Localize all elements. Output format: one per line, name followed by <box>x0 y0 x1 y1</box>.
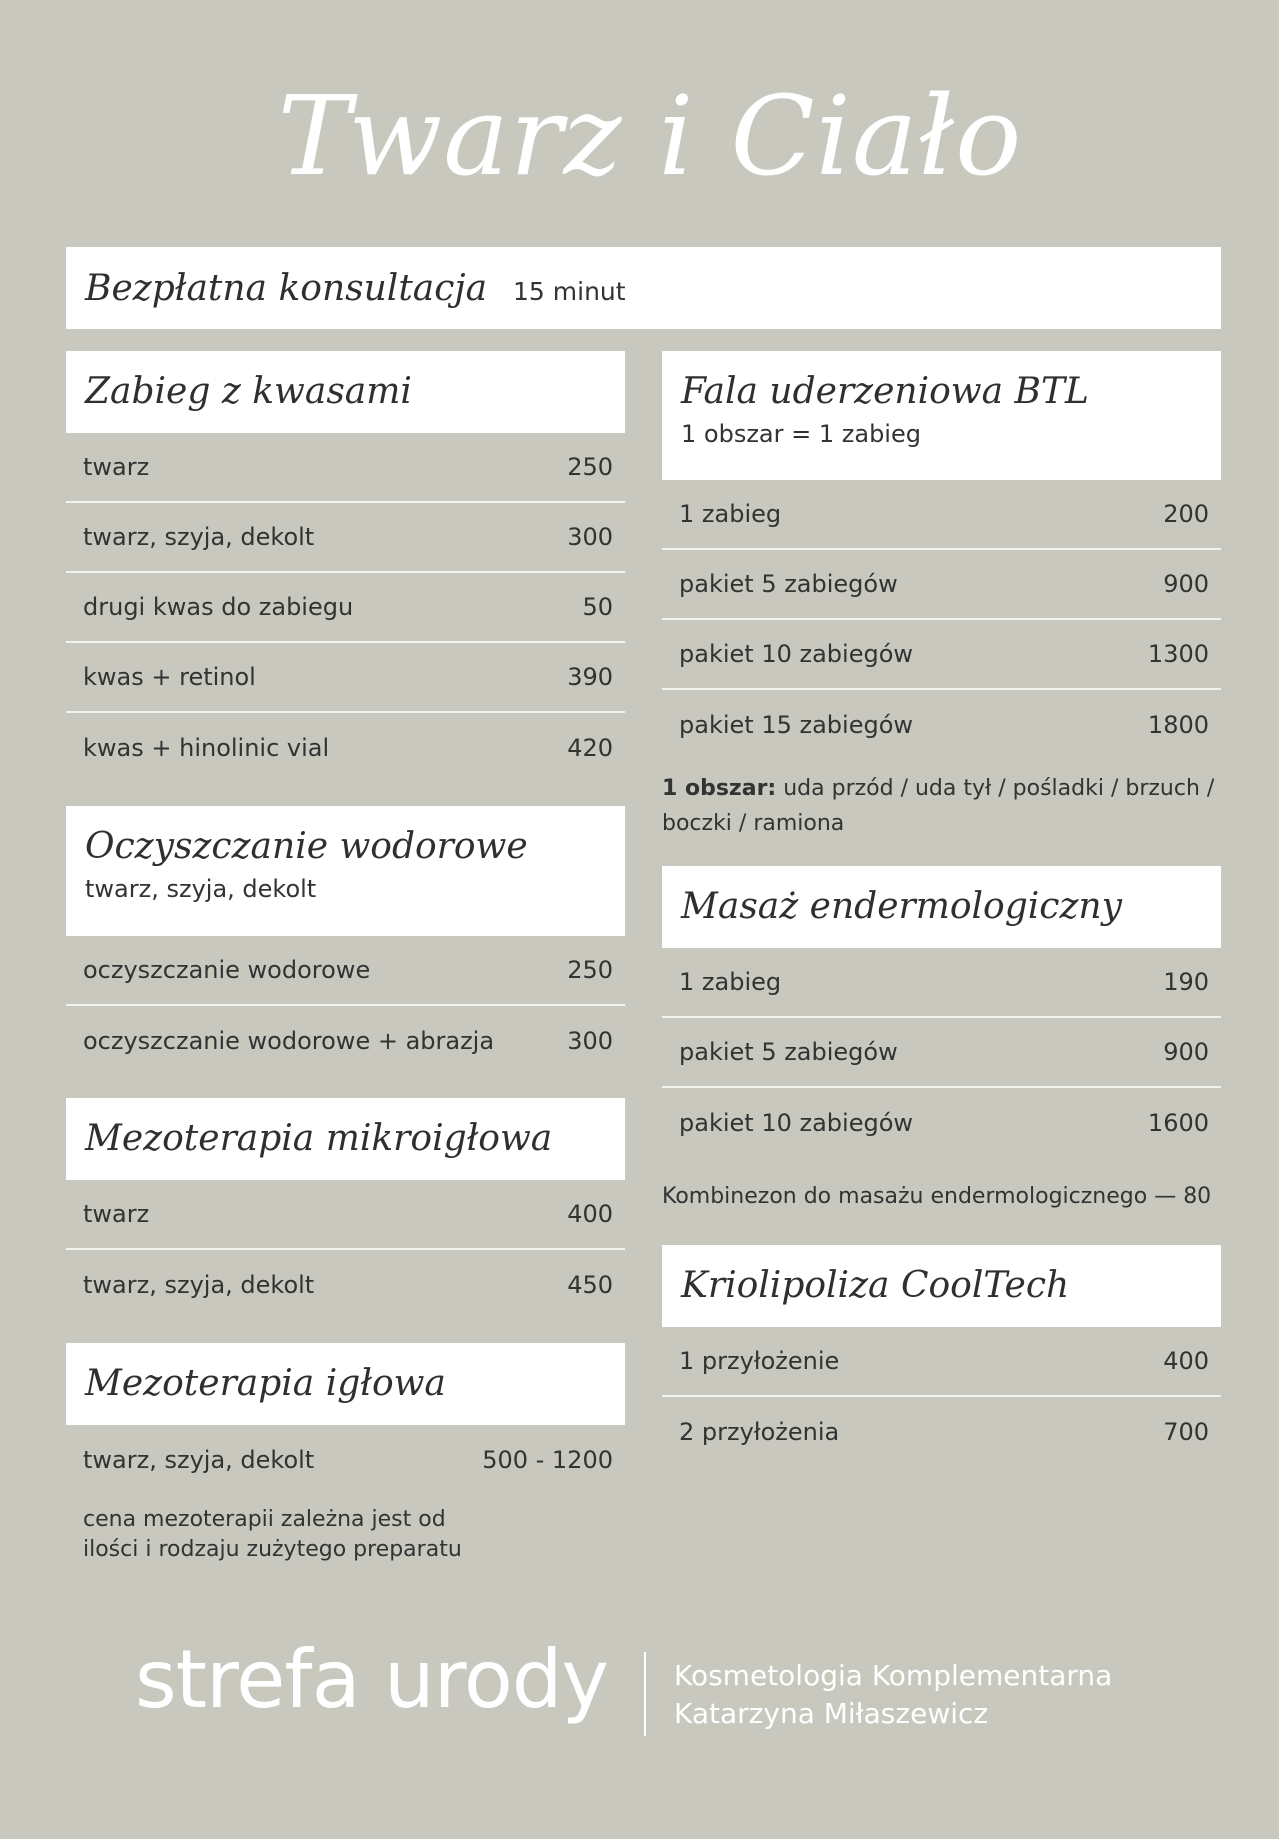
footer-owner: Katarzyna Miłaszewicz <box>674 1697 989 1730</box>
service-price: 500 - 1200 <box>482 1446 613 1474</box>
note-line: boczki / ramiona <box>662 811 845 836</box>
service-label: pakiet 10 zabiegów <box>679 640 913 668</box>
section-title: Masaż endermologiczny <box>681 886 1122 927</box>
price-row <box>662 620 1221 690</box>
service-label: twarz <box>83 453 150 481</box>
service-price: 400 <box>1163 1347 1209 1375</box>
price-row <box>66 1180 625 1250</box>
section-header-iglowa <box>66 1343 625 1425</box>
service-label: kwas + hinolinic vial <box>83 734 330 762</box>
price-row <box>662 948 1221 1018</box>
price-list-iglowa <box>66 1425 625 1495</box>
price-row <box>66 503 625 573</box>
service-label: pakiet 10 zabiegów <box>679 1109 913 1137</box>
section-header-krio <box>662 1245 1221 1327</box>
price-list-wodorowe <box>66 936 625 1076</box>
service-price: 700 <box>1163 1418 1209 1446</box>
service-label: 2 przyłożenia <box>679 1418 840 1446</box>
price-row <box>662 550 1221 620</box>
price-row <box>66 713 625 783</box>
section-header-mikroiglowa <box>66 1098 625 1180</box>
section-subtitle: twarz, szyja, dekolt <box>85 875 317 903</box>
service-price: 1300 <box>1147 640 1209 668</box>
section-header-endermo <box>662 866 1221 948</box>
section-title: Kriolipoliza CoolTech <box>681 1265 1070 1306</box>
service-label: pakiet 5 zabiegów <box>679 570 898 598</box>
section-title: Mezoterapia mikroigłowa <box>85 1118 553 1159</box>
section-title: Oczyszczanie wodorowe <box>85 826 528 867</box>
section-title: Mezoterapia igłowa <box>85 1363 446 1404</box>
price-row <box>66 573 625 643</box>
price-row <box>662 1018 1221 1088</box>
service-label: twarz, szyja, dekolt <box>83 1271 315 1299</box>
price-row <box>66 433 625 503</box>
service-price: 300 <box>567 523 613 551</box>
service-price: 300 <box>567 1027 613 1055</box>
price-row <box>66 1425 625 1495</box>
service-label: oczyszczanie wodorowe + abrazja <box>83 1027 495 1055</box>
iglowa-note <box>83 1505 462 1565</box>
service-price: 1600 <box>1147 1109 1209 1137</box>
service-label: kwas + retinol <box>83 663 256 691</box>
page-title: Twarz i Ciało <box>277 72 1023 200</box>
note-line: cena mezoterapii zależna jest od <box>83 1507 446 1532</box>
service-price: 400 <box>567 1200 613 1228</box>
btl-area-note <box>662 771 1222 841</box>
service-price: 450 <box>567 1271 613 1299</box>
service-label: oczyszczanie wodorowe <box>83 956 371 984</box>
note-line: uda przód / uda tył / pośladki / brzuch / <box>776 776 1215 801</box>
section-header-wodorowe <box>66 806 625 936</box>
service-label: pakiet 15 zabiegów <box>679 711 913 739</box>
price-row <box>66 1250 625 1320</box>
service-price: 250 <box>567 956 613 984</box>
consultation-banner <box>66 247 1221 329</box>
price-list-btl <box>662 480 1221 760</box>
service-label: 1 zabieg <box>679 500 782 528</box>
section-title: Fala uderzeniowa BTL <box>681 371 1089 412</box>
footer-subtitle: Kosmetologia Komplementarna <box>674 1659 1113 1692</box>
service-label: 1 przyłożenie <box>679 1347 840 1375</box>
service-price: 390 <box>567 663 613 691</box>
service-price: 50 <box>582 593 613 621</box>
section-title: Zabieg z kwasami <box>85 371 412 412</box>
service-label: pakiet 5 zabiegów <box>679 1038 898 1066</box>
service-label: drugi kwas do zabiegu <box>83 593 354 621</box>
service-price: 250 <box>567 453 613 481</box>
endermo-suit-note: Kombinezon do masażu endermologicznego — 80 <box>662 1184 1212 1209</box>
section-header-kwasy <box>66 351 625 433</box>
service-price: 190 <box>1163 968 1209 996</box>
price-row <box>662 690 1221 760</box>
section-subtitle: 1 obszar = 1 zabieg <box>681 420 921 448</box>
service-label: twarz, szyja, dekolt <box>83 1446 315 1474</box>
consultation-title: Bezpłatna konsultacja <box>85 267 488 309</box>
brand-logo: strefa urody <box>135 1633 608 1726</box>
price-list-kwasy <box>66 433 625 783</box>
price-row <box>662 1088 1221 1158</box>
price-list-endermo <box>662 948 1221 1158</box>
service-label: twarz, szyja, dekolt <box>83 523 315 551</box>
price-list-krio <box>662 1327 1221 1467</box>
price-row <box>662 1327 1221 1397</box>
consultation-duration: 15 minut <box>513 276 626 306</box>
service-label: twarz <box>83 1200 150 1228</box>
service-price: 900 <box>1163 570 1209 598</box>
service-price: 200 <box>1163 500 1209 528</box>
section-header-btl <box>662 351 1221 480</box>
price-list-mikroiglowa <box>66 1180 625 1320</box>
service-label: 1 zabieg <box>679 968 782 996</box>
note-line: ilości i rodzaju zużytego preparatu <box>83 1537 462 1562</box>
price-row <box>66 936 625 1006</box>
service-price: 420 <box>567 734 613 762</box>
footer-divider <box>644 1652 646 1736</box>
price-row <box>662 1397 1221 1467</box>
service-price: 1800 <box>1147 711 1209 739</box>
service-price: 900 <box>1163 1038 1209 1066</box>
price-row <box>662 480 1221 550</box>
price-row <box>66 1006 625 1076</box>
note-bold-label: 1 obszar: <box>662 776 777 801</box>
price-row <box>66 643 625 713</box>
